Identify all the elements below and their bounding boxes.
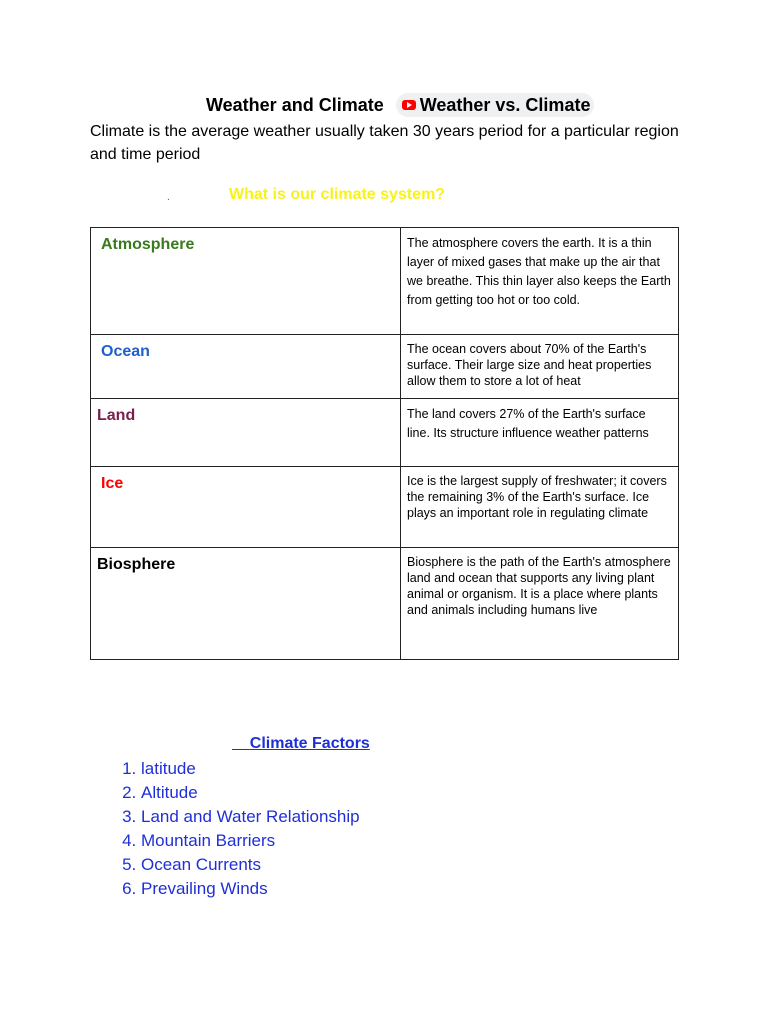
climate-factors-list <box>92 757 360 901</box>
component-name: Ice <box>91 467 401 548</box>
table-row <box>91 548 679 660</box>
list-item: 3. Land and Water Relationship <box>141 805 360 829</box>
climate-system-table <box>90 227 679 660</box>
video-link-label[interactable]: Weather vs. Climate <box>419 94 591 115</box>
list-item: 2. Altitude <box>141 781 360 805</box>
list-item: 6. Prevailing Winds <box>141 877 360 901</box>
stray-dot: . <box>167 192 170 203</box>
list-item: 1. latitude <box>141 757 360 781</box>
component-description: Biosphere is the path of the Earth's atmosphere land and ocean that supports any living plant animal or organism. It is a place where plants and animals including humans live <box>401 548 679 660</box>
component-name: Ocean <box>91 335 401 399</box>
climate-system-heading: What is our climate system? <box>229 186 446 203</box>
table-row <box>91 335 679 399</box>
table-row <box>91 467 679 548</box>
component-name: Atmosphere <box>91 228 401 335</box>
component-description: The atmosphere covers the earth. It is a thin layer of mixed gases that make up the air that we breathe. This thin layer also keeps the Earth from getting too hot or too cold. <box>401 228 679 335</box>
title-row <box>206 92 594 118</box>
component-description: Ice is the largest supply of freshwater; it covers the remaining 3% of the Earth's surface. Ice plays an important role in regulating climate <box>401 467 679 548</box>
table-row <box>91 399 679 467</box>
component-name: Biosphere <box>91 548 401 660</box>
table-row <box>91 228 679 335</box>
component-description: The ocean covers about 70% of the Earth's surface. Their large size and heat properties allow them to store a lot of heat <box>401 335 679 399</box>
climate-factors-title: Climate Factors <box>249 735 370 752</box>
intro-paragraph: Climate is the average weather usually taken 30 years period for a particular region and time period <box>90 123 679 163</box>
list-item: 5. Ocean Currents <box>141 853 360 877</box>
component-name: Land <box>91 399 401 467</box>
page-title: Weather and Climate <box>206 94 384 115</box>
youtube-play-icon <box>402 100 416 110</box>
video-link-chip[interactable] <box>396 93 595 117</box>
list-item: 4. Mountain Barriers <box>141 829 360 853</box>
component-description: The land covers 27% of the Earth's surface line. Its structure influence weather patterns <box>401 399 679 467</box>
